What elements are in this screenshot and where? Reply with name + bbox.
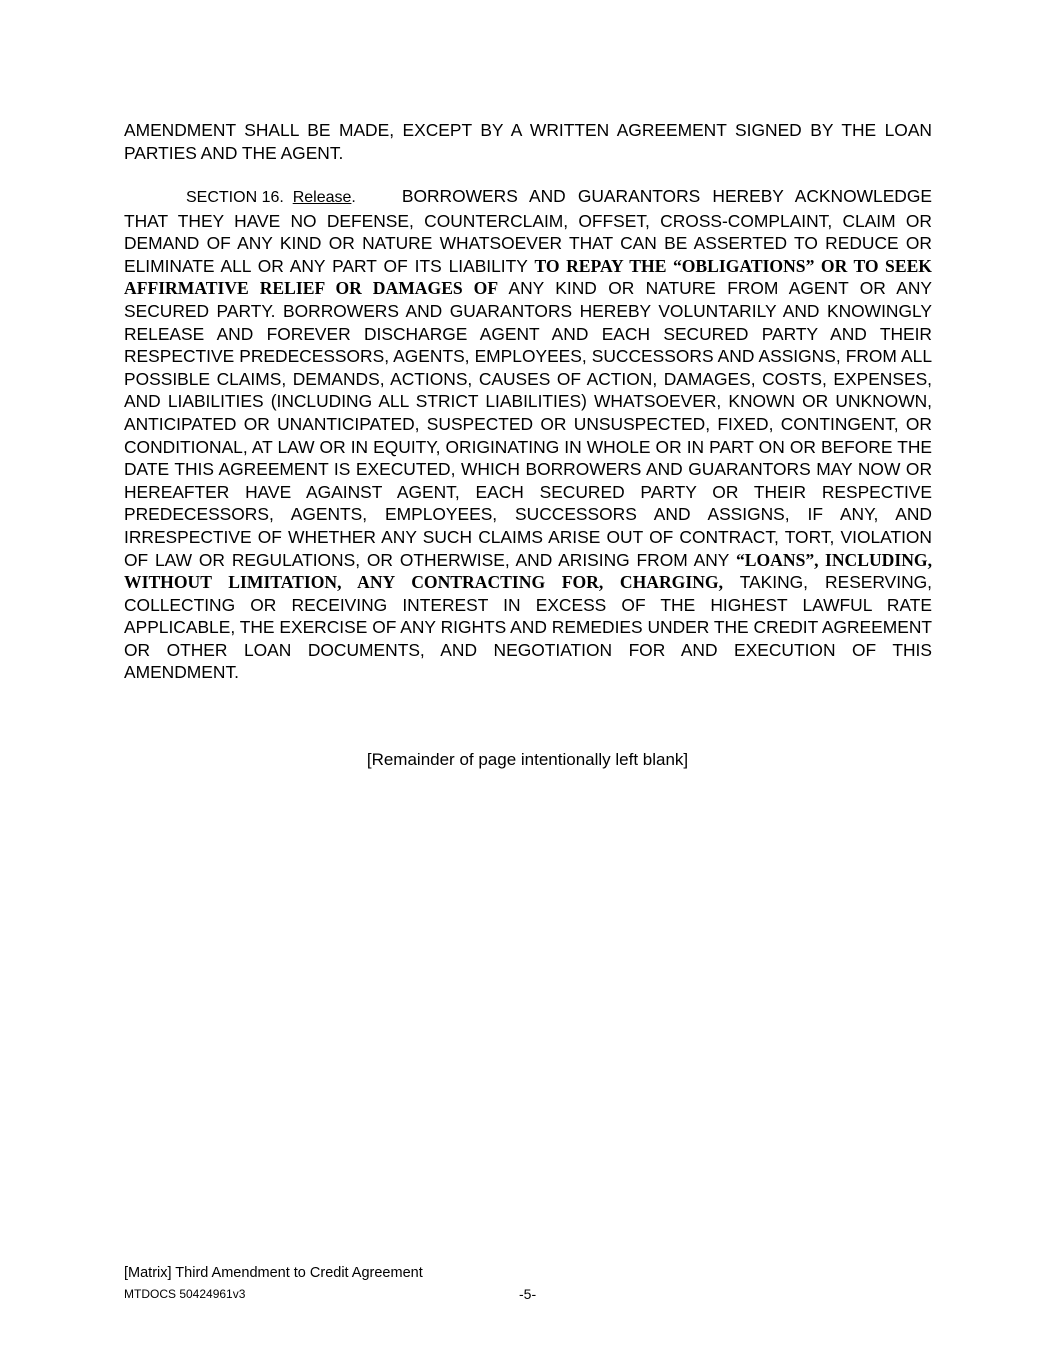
section-title-punctuation: . (351, 189, 356, 206)
footer-document-title: [Matrix] Third Amendment to Credit Agreement (124, 1265, 423, 1281)
section-text-bold-2: “LOANS”, INCLUDING, WITHOUT LIMITATION, ANY CONTRACTING FOR, CHARGING, (124, 549, 933, 593)
section-text-part-3: TAKING, RESERVING, COLLECTING OR RECEIVING INTEREST IN EXCESS OF THE HIGHEST LAWFUL RATE APPLICABLE, THE EXERCISE OF ANY RIGHTS AND REMEDIES UNDER THE CREDIT AGREEMENT OR OTHER LOAN DOCUMENTS, AND NEGOTIATION FOR AND EXECUTION OF THIS AMENDMENT. (124, 572, 932, 683)
section-text-part-1: BORROWERS AND GUARANTORS HEREBY ACKNOWLEDGE THAT THEY HAVE NO DEFENSE, COUNTERCLAIM, OFFSET, CROSS-COMPLAINT, CLAIM OR DEMAND OF ANY KIND OR NATURE WHATSOEVER THAT CAN BE ASSERTED TO REDUCE OR ELIMINATE ALL OR ANY PART OF ITS LIABILITY (124, 186, 932, 276)
section-16-paragraph (124, 185, 932, 684)
section-text-bold-1: TO REPAY THE “OBLIGATIONS” OR TO SEEK AFFIRMATIVE RELIEF OR DAMAGES OF (124, 255, 932, 299)
footer-document-id: MTDOCS 50424961v3 (124, 1287, 246, 1301)
remainder-note: [Remainder of page intentionally left blank] (366, 750, 689, 769)
section-number: SECTION 16. (186, 189, 284, 206)
paragraph-amendment-clause: AMENDMENT SHALL BE MADE, EXCEPT BY A WRITTEN AGREEMENT SIGNED BY THE LOAN PARTIES AND THE AGENT. (124, 120, 932, 163)
footer-page-number: -5- (519, 1286, 537, 1302)
section-title: Release (292, 189, 352, 206)
section-heading (124, 187, 356, 210)
section-text-part-2: ANY KIND OR NATURE FROM AGENT OR ANY SECURED PARTY. BORROWERS AND GUARANTORS HEREBY VOLUNTARILY AND KNOWINGLY RELEASE AND FOREVER DISCHARGE AGENT AND EACH SECURED PARTY AND THEIR RESPECTIVE PREDECESSORS, AGENTS, EMPLOYEES, SUCCESSORS AND ASSIGNS, FROM ALL POSSIBLE CLAIMS, DEMANDS, ACTIONS, CAUSES OF ACTION, DAMAGES, COSTS, EXPENSES, AND LIABILITIES (INCLUDING ALL STRICT LIABILITIES) WHATSOEVER, KNOWN OR UNKNOWN, ANTICIPATED OR UNANTICIPATED, SUSPECTED OR UNSUSPECTED, FIXED, CONTINGENT, OR CONDITIONAL, AT LAW OR IN EQUITY, ORIGINATING IN WHOLE OR IN PART ON OR BEFORE THE DATE THIS AGREEMENT IS EXECUTED, WHICH BORROWERS AND GUARANTORS MAY NOW OR HEREAFTER HAVE AGAINST AGENT, EACH SECURED PARTY OR THEIR RESPECTIVE PREDECESSORS, AGENTS, EMPLOYEES, SUCCESSORS AND ASSIGNS, IF ANY, AND IRRESPECTIVE OF WHETHER ANY SUCH CLAIMS ARISE OUT OF CONTRACT, TORT, VIOLATION OF LAW OR REGULATIONS, OR OTHERWISE, AND ARISING FROM ANY (124, 278, 932, 570)
